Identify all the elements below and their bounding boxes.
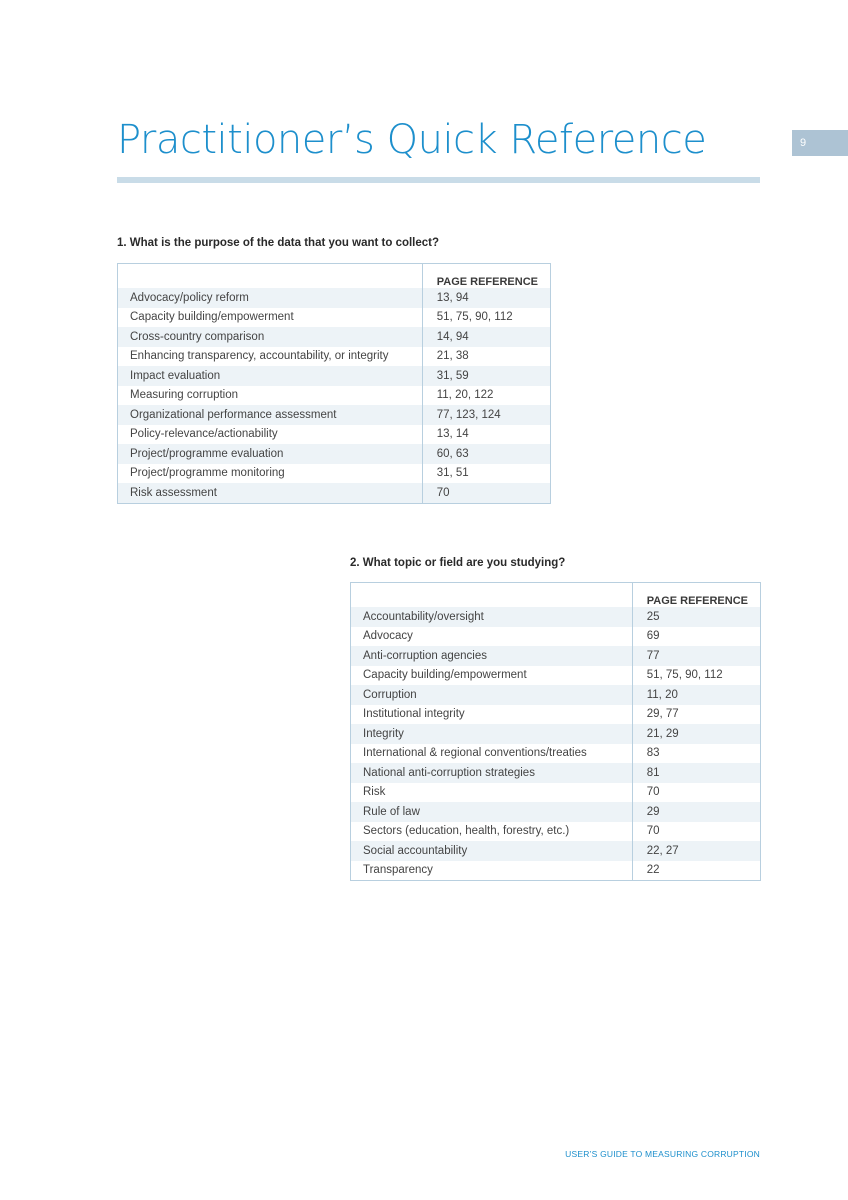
page-title: Practitioner’s Quick Reference — [117, 117, 707, 163]
row-page-reference: 11, 20, 122 — [422, 386, 550, 406]
row-label: Anti-corruption agencies — [351, 646, 633, 666]
row-page-reference: 13, 94 — [422, 288, 550, 308]
running-footer: USER’S GUIDE TO MEASURING CORRUPTION — [565, 1149, 760, 1159]
table-row — [118, 405, 551, 425]
row-page-reference: 77 — [632, 646, 760, 666]
table-row — [351, 763, 761, 783]
row-page-reference: 60, 63 — [422, 444, 550, 464]
section-1-heading: 1. What is the purpose of the data that you want to collect? — [117, 237, 440, 249]
table-row — [118, 444, 551, 464]
page-reference-header: PAGE REFERENCE — [632, 583, 760, 608]
table-row — [118, 327, 551, 347]
page-number: 9 — [800, 137, 807, 149]
row-page-reference: 11, 20 — [632, 685, 760, 705]
row-page-reference: 14, 94 — [422, 327, 550, 347]
table-row — [351, 705, 761, 725]
row-label: Transparency — [351, 861, 633, 881]
row-page-reference: 70 — [422, 483, 550, 503]
row-label: Policy-relevance/actionability — [118, 425, 423, 445]
row-page-reference: 70 — [632, 783, 760, 803]
label-column-header — [118, 264, 423, 289]
table-row — [351, 724, 761, 744]
table-row — [351, 783, 761, 803]
row-label: Advocacy/policy reform — [118, 288, 423, 308]
row-label: Capacity building/empowerment — [351, 666, 633, 686]
table-row — [118, 347, 551, 367]
table-row — [118, 366, 551, 386]
row-page-reference: 29, 77 — [632, 705, 760, 725]
table-header-row — [118, 264, 551, 289]
table-row — [118, 483, 551, 503]
table-row — [118, 425, 551, 445]
row-page-reference: 81 — [632, 763, 760, 783]
row-page-reference: 25 — [632, 607, 760, 627]
table-row — [118, 386, 551, 406]
row-page-reference: 77, 123, 124 — [422, 405, 550, 425]
row-label: Integrity — [351, 724, 633, 744]
title-divider — [117, 177, 760, 183]
row-label: Project/programme monitoring — [118, 464, 423, 484]
table-row — [118, 288, 551, 308]
row-label: Enhancing transparency, accountability, or integrity — [118, 347, 423, 367]
table-row — [351, 841, 761, 861]
table-row — [351, 802, 761, 822]
page-reference-header: PAGE REFERENCE — [422, 264, 550, 289]
table-row — [351, 666, 761, 686]
row-page-reference: 51, 75, 90, 112 — [422, 308, 550, 328]
purpose-reference-table — [117, 263, 551, 504]
row-label: Organizational performance assessment — [118, 405, 423, 425]
row-label: Advocacy — [351, 627, 633, 647]
row-label: Rule of law — [351, 802, 633, 822]
row-page-reference: 31, 51 — [422, 464, 550, 484]
row-page-reference: 70 — [632, 822, 760, 842]
row-page-reference: 29 — [632, 802, 760, 822]
row-label: Accountability/oversight — [351, 607, 633, 627]
table-row — [351, 627, 761, 647]
row-page-reference: 51, 75, 90, 112 — [632, 666, 760, 686]
label-column-header — [351, 583, 633, 608]
table-row — [351, 607, 761, 627]
row-label: Impact evaluation — [118, 366, 423, 386]
table-header-row — [351, 583, 761, 608]
table-row — [351, 744, 761, 764]
row-label: Social accountability — [351, 841, 633, 861]
row-page-reference: 69 — [632, 627, 760, 647]
table-row — [351, 646, 761, 666]
row-label: International & regional conventions/treaties — [351, 744, 633, 764]
row-page-reference: 31, 59 — [422, 366, 550, 386]
page-number-tab — [792, 130, 848, 156]
row-page-reference: 83 — [632, 744, 760, 764]
row-label: Risk — [351, 783, 633, 803]
row-label: Cross-country comparison — [118, 327, 423, 347]
row-label: Risk assessment — [118, 483, 423, 503]
row-label: Capacity building/empowerment — [118, 308, 423, 328]
row-label: Sectors (education, health, forestry, etc.) — [351, 822, 633, 842]
table-row — [351, 822, 761, 842]
topic-reference-table — [350, 582, 761, 881]
row-page-reference: 22 — [632, 861, 760, 881]
table-row — [118, 308, 551, 328]
row-page-reference: 21, 38 — [422, 347, 550, 367]
row-page-reference: 13, 14 — [422, 425, 550, 445]
row-label: Corruption — [351, 685, 633, 705]
row-page-reference: 22, 27 — [632, 841, 760, 861]
section-2-heading: 2. What topic or field are you studying? — [350, 557, 566, 569]
row-label: Institutional integrity — [351, 705, 633, 725]
row-label: Project/programme evaluation — [118, 444, 423, 464]
table-row — [351, 861, 761, 881]
row-page-reference: 21, 29 — [632, 724, 760, 744]
row-label: Measuring corruption — [118, 386, 423, 406]
row-label: National anti-corruption strategies — [351, 763, 633, 783]
table-row — [118, 464, 551, 484]
table-row — [351, 685, 761, 705]
